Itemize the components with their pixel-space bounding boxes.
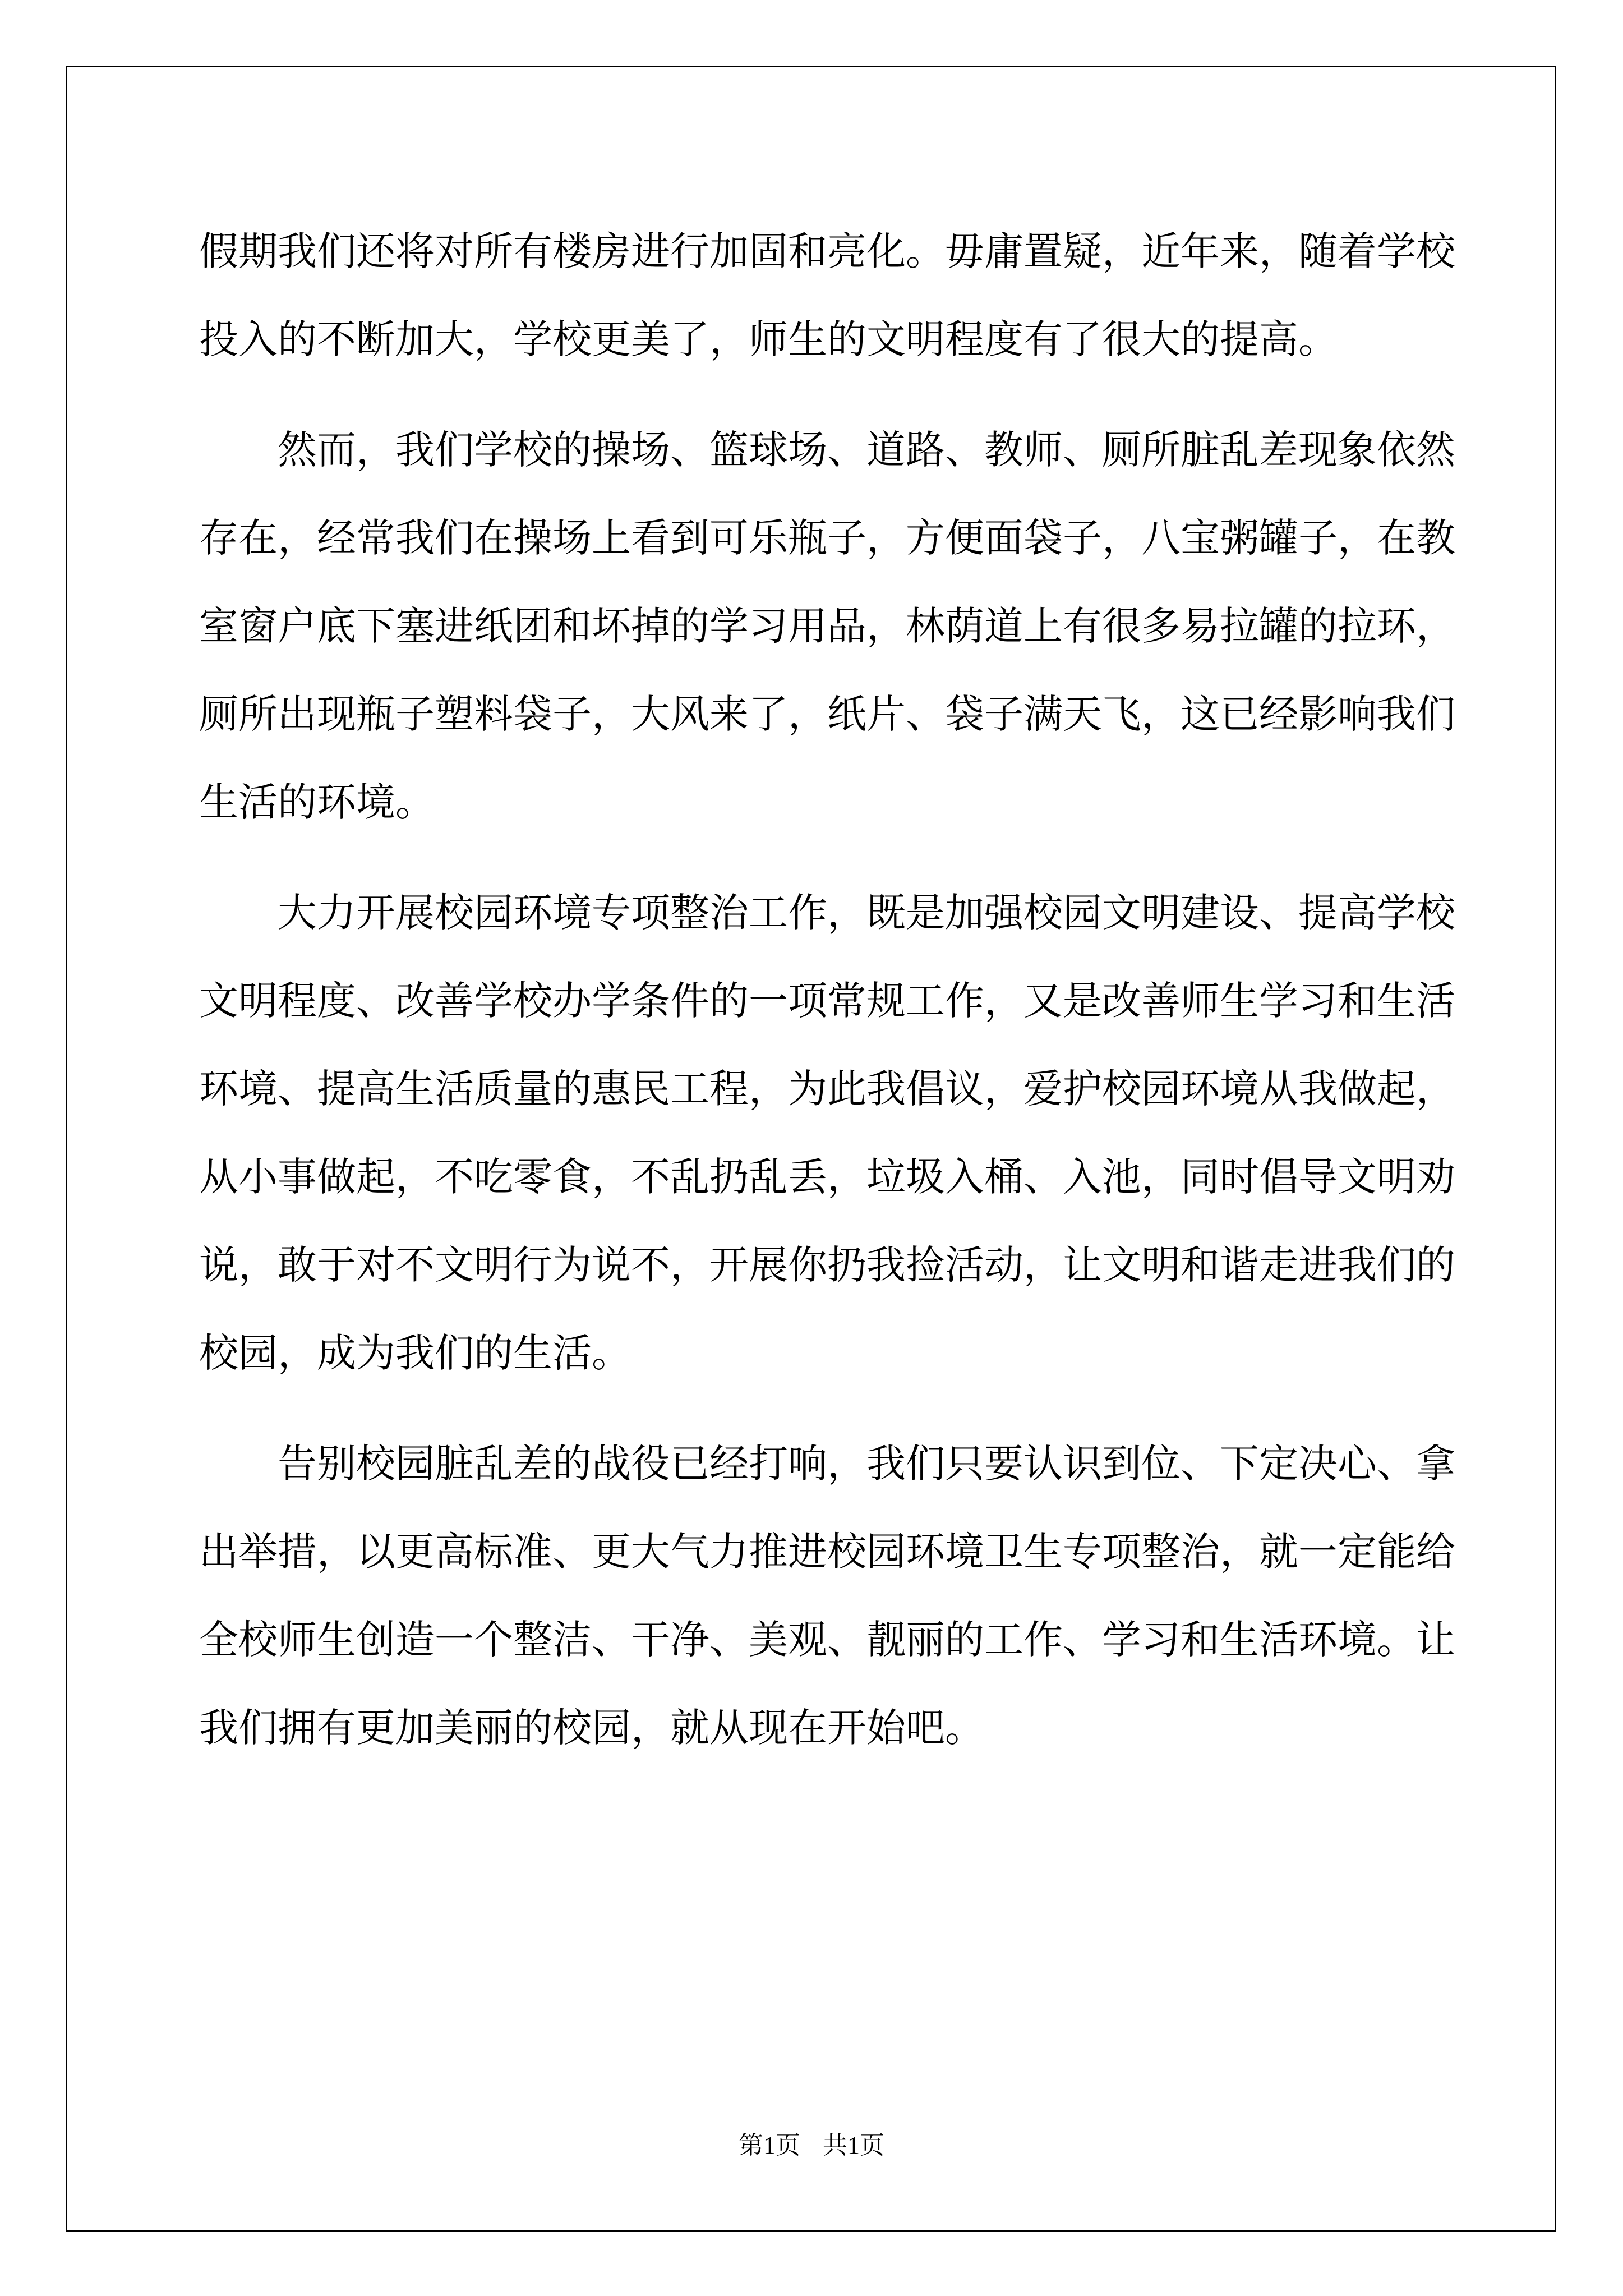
- paragraph-3: 大力开展校园环境专项整治工作，既是加强校园文明建设、提高学校文明程度、改善学校办学条件的一项常规工作，又是改善师生学习和生活环境、提高生活质量的惠民工程，为此我倡议，爱护校园环境从我做起，从小事做起，不吃零食，不乱扔乱丢，垃圾入桶、入池，同时倡导文明劝说，敢于对不文明行为说不，开展你扔我捡活动，让文明和谐走进我们的校园，成为我们的生活。: [199, 890, 1455, 1376]
- document-body: [199, 208, 1455, 1795]
- page-total: 共1页: [823, 2132, 884, 2159]
- paragraph-1: 假期我们还将对所有楼房进行加固和亮化。毋庸置疑，近年来，随着学校投入的不断加大，学校更美了，师生的文明程度有了很大的提高。: [199, 228, 1455, 362]
- page-number: 第1页: [739, 2132, 800, 2159]
- paragraph-4: 告别校园脏乱差的战役已经打响，我们只要认识到位、下定决心、拿出举措，以更高标准、更大气力推进校园环境卫生专项整治，就一定能给全校师生创造一个整洁、干净、美观、靓丽的工作、学习和生活环境。让我们拥有更加美丽的校园，就从现在开始吧。: [199, 1441, 1455, 1751]
- page-footer: [0, 2125, 1623, 2161]
- paragraph-2: 然而，我们学校的操场、篮球场、道路、教师、厕所脏乱差现象依然存在，经常我们在操场上看到可乐瓶子，方便面袋子，八宝粥罐子，在教室窗户底下塞进纸团和坏掉的学习用品，林荫道上有很多易拉罐的拉环，厕所出现瓶子塑料袋子，大风来了，纸片、袋子满天飞，这已经影响我们生活的环境。: [199, 427, 1455, 825]
